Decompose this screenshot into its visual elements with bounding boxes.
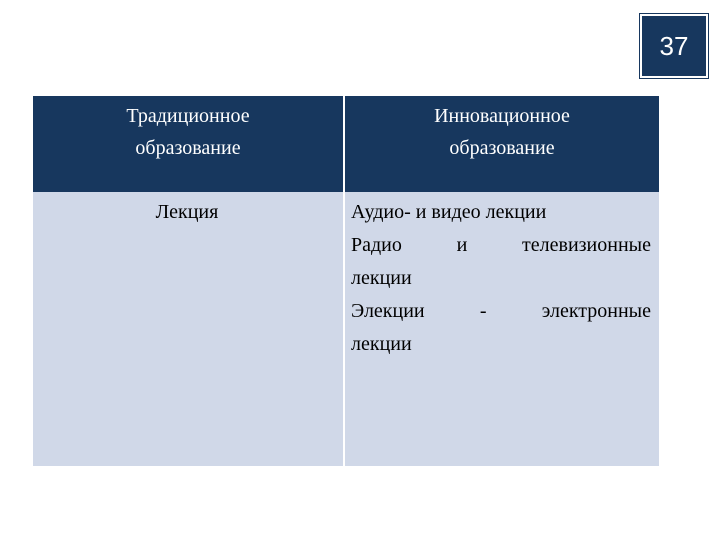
innovative-line-5: лекции — [351, 333, 412, 355]
innovative-line-3: лекции — [351, 267, 412, 289]
cell-traditional-text: Лекция — [155, 201, 219, 223]
innovative-word: электронные — [541, 300, 651, 322]
innovative-line-1: Аудио- и видео лекции — [351, 201, 547, 223]
header-traditional-education — [33, 96, 344, 192]
header-innovative-line-1: Инновационное — [434, 105, 570, 127]
header-traditional-line-1: Традиционное — [126, 105, 250, 127]
page-number-badge: 37 — [640, 14, 708, 78]
innovative-line-2 — [351, 229, 651, 262]
cell-traditional-lecture — [33, 192, 344, 466]
innovative-word: - — [479, 300, 487, 322]
table-row — [33, 192, 659, 466]
comparison-table — [33, 96, 659, 466]
header-innovative-line-2: образование — [449, 137, 555, 159]
innovative-word: телевизионные — [522, 234, 651, 256]
cell-innovative-lectures — [344, 192, 659, 466]
innovative-word: Элекции — [351, 300, 425, 322]
innovative-word: и — [456, 234, 468, 256]
header-traditional-line-2: образование — [135, 137, 241, 159]
innovative-line-4 — [351, 295, 651, 328]
innovative-word: Радио — [351, 234, 402, 256]
header-innovative-education — [344, 96, 659, 192]
table-header-row — [33, 96, 659, 192]
